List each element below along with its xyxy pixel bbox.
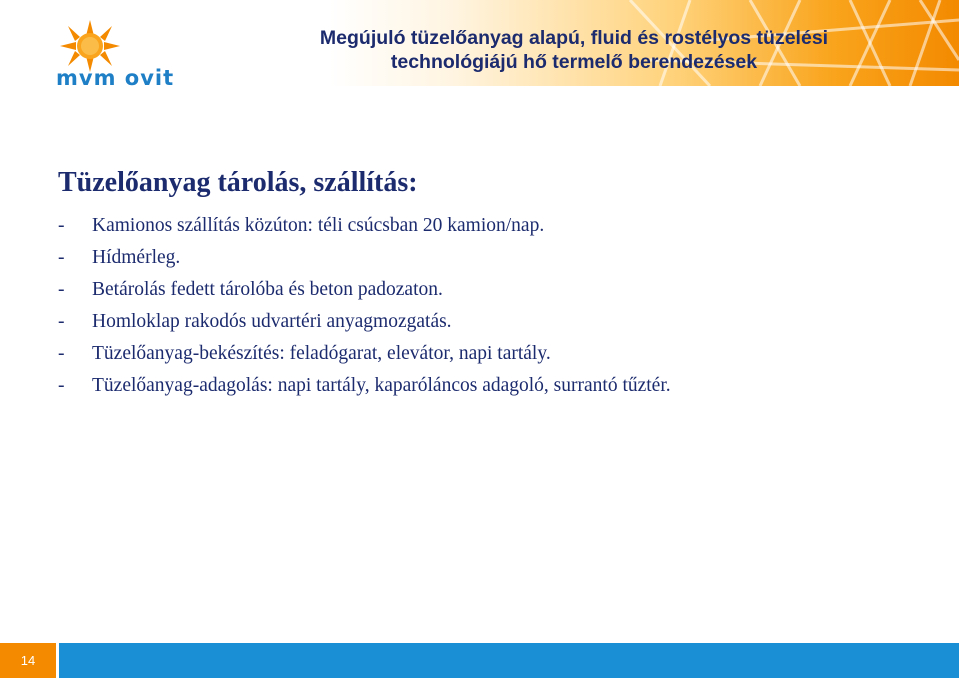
mvm-ovit-logo bbox=[44, 20, 174, 100]
bullet-marker: - bbox=[58, 279, 65, 300]
list-item bbox=[58, 242, 938, 274]
bullet-marker: - bbox=[58, 343, 65, 364]
bullet-marker: - bbox=[58, 247, 65, 268]
slide-title: Tüzelőanyag tárolás, szállítás: bbox=[58, 167, 418, 198]
bullet-marker: - bbox=[58, 311, 65, 332]
list-item bbox=[58, 306, 938, 338]
slide-header bbox=[0, 0, 959, 110]
slide-footer bbox=[0, 643, 959, 678]
header-title-line-2: technológiájú hő termelő berendezések bbox=[390, 51, 758, 73]
list-item-text: Hídmérleg. bbox=[92, 247, 181, 268]
list-item bbox=[58, 210, 938, 242]
header-title bbox=[200, 26, 948, 74]
list-item bbox=[58, 338, 938, 370]
page-number: 14 bbox=[0, 643, 56, 678]
list-item-text: Kamionos szállítás közúton: téli csúcsban 20 kamion/nap. bbox=[92, 215, 545, 236]
logo-text: mvm ovit bbox=[56, 66, 175, 90]
list-item-text: Betárolás fedett tárolóba és beton padozaton. bbox=[92, 279, 443, 300]
list-item-text: Tüzelőanyag-bekészítés: feladógarat, elevátor, napi tartály. bbox=[92, 343, 551, 364]
list-item-text: Tüzelőanyag-adagolás: napi tartály, kaparóláncos adagoló, surrantó tűztér. bbox=[92, 375, 671, 396]
bullet-marker: - bbox=[58, 375, 65, 396]
list-item-text: Homloklap rakodós udvartéri anyagmozgatás. bbox=[92, 311, 452, 332]
list-item bbox=[58, 370, 938, 402]
bullet-list bbox=[58, 210, 938, 402]
sun-logo-icon bbox=[50, 20, 130, 72]
header-title-line-1: Megújuló tüzelőanyag alapú, fluid és rostélyos tüzelési bbox=[319, 27, 829, 49]
list-item bbox=[58, 274, 938, 306]
bullet-marker: - bbox=[58, 215, 65, 236]
footer-bar bbox=[59, 643, 959, 678]
slide-content bbox=[58, 166, 938, 402]
